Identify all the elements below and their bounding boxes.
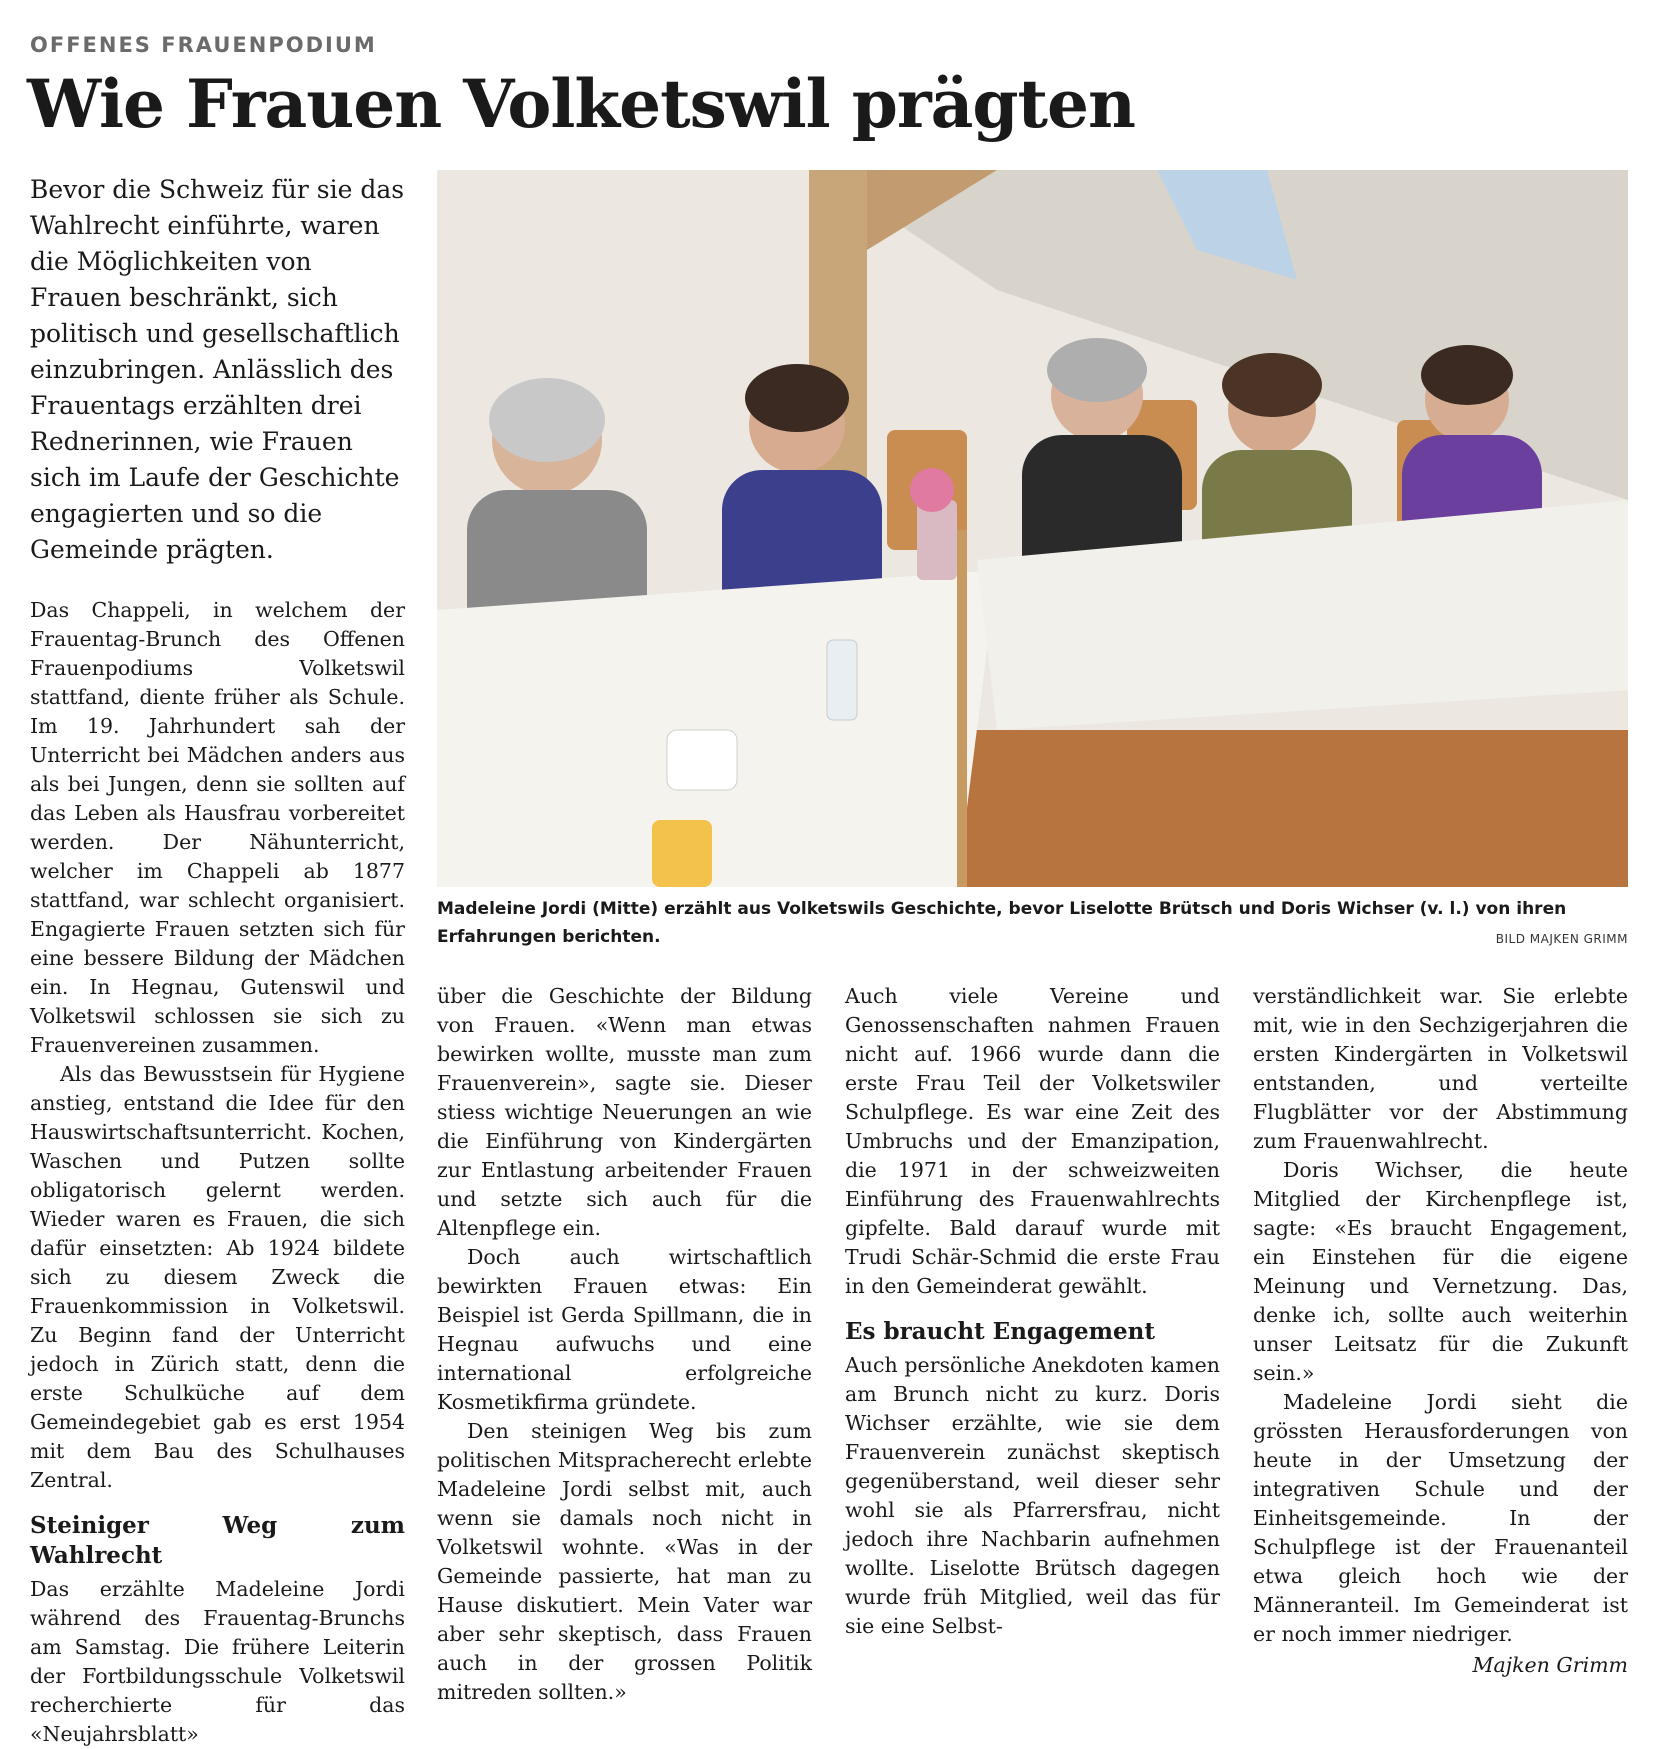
- subheading: Es braucht Engagement: [845, 1318, 1155, 1345]
- column-2: [437, 982, 812, 1707]
- author-byline: Majken Grimm: [1472, 1653, 1628, 1677]
- photo-credit: BILD MAJKEN GRIMM: [1495, 932, 1628, 946]
- article-photo: [437, 170, 1628, 887]
- body-paragraph: Das erzählte Madeleine Jordi während des Frauentag-Brunchs am Samstag. Die frühere Leiterin der Fortbildungsschule Volketswil recherchierte für das «Neujahrsblatt»: [30, 1577, 405, 1746]
- column-4: [1253, 982, 1628, 1680]
- body-paragraph: Doch auch wirtschaftlich bewirkten Frauen etwas: Ein Beispiel ist Gerda Spillmann, die in Hegnau aufwuchs und eine international erfolgreiche Kosmetikfirma gründete.: [437, 1245, 812, 1414]
- photo-illustration: [437, 170, 1628, 887]
- subheading: Steiniger Weg zum Wahlrecht: [30, 1512, 405, 1569]
- column-1: [30, 596, 405, 1749]
- body-paragraph: verständlichkeit war. Sie erlebte mit, wie in den Sechzigerjahren die ersten Kindergärten in Volketswil entstanden, und verteilte Flugblätter vor der Abstimmung zum Frauenwahlrecht.: [1253, 984, 1628, 1153]
- body-paragraph: Auch persönliche Anekdoten kamen am Brunch nicht zu kurz. Doris Wichser erzählte, wie sie dem Frauenverein zunächst skeptisch gegenüberstand, weil dieser sehr wohl sie als Pfarrersfrau, nicht jedoch ihre Nachbarin aufnehmen wollte. Liselotte Brütsch dagegen wurde früh Mitglied, weil das für sie eine Selbst-: [845, 1353, 1220, 1638]
- body-paragraph: über die Geschichte der Bildung von Frauen. «Wenn man etwas bewirken wollte, musste man zum Frauenverein», sagte sie. Dieser stiess wichtige Neuerungen an wie die Einführung von Kindergärten zur Entlastung arbeitender Frauen und setzte sich auch für die Altenpflege ein.: [437, 984, 812, 1240]
- body-paragraph: Als das Bewusstsein für Hygiene anstieg, entstand die Idee für den Hauswirtschaftsunterricht. Kochen, Waschen und Putzen sollte obligatorisch gelernt werden. Wieder waren es Frauen, die sich dafür einsetzten: Ab 1924 bildete sich zu diesem Zweck die Frauenkommission in Volketswil. Zu Beginn fand der Unterricht jedoch in Zürich statt, denn die erste Schulküche auf dem Gemeindegebiet gab es erst 1954 mit dem Bau des Schulhauses Zentral.: [30, 1062, 405, 1492]
- photo-caption: Madeleine Jordi (Mitte) erzählt aus Volketswils Geschichte, bevor Liselotte Brütsch und Doris Wichser (v. l.) von ihren Erfahrungen berichten.: [437, 899, 1567, 947]
- body-paragraph: Das Chappeli, in welchem der Frauentag-Brunch des Offenen Frauenpodiums Volketswil stattfand, diente früher als Schule. Im 19. Jahrhundert sah der Unterricht bei Mädchen anders aus als bei Jungen, denn sie sollten auf das Leben als Hausfrau vorbereitet werden. Der Nähunterricht, welcher im Chappeli ab 1877 stattfand, war schlecht organisiert. Engagierte Frauen setzten sich für eine bessere Bildung der Mädchen ein. In Hegnau, Gutenswil und Volketswil schlossen sie sich zu Frauenvereinen zusammen.: [30, 598, 405, 1057]
- lead-paragraph: Bevor die Schweiz für sie das Wahlrecht einführte, waren die Möglichkeiten von Frauen beschränkt, sich politisch und gesellschaftlich einzubringen. Anlässlich des Frauentags erzählten drei Rednerinnen, wie Frauen sich im Laufe der Geschichte engagierten und so die Gemeinde prägten.: [30, 175, 405, 564]
- body-paragraph: Doris Wichser, die heute Mitglied der Kirchenpflege ist, sagte: «Es braucht Engagement, ein Einstehen für die eigene Meinung und Vernetzung. Das, denke ich, sollte auch weiterhin unser Leitsatz für die Zukunft sein.»: [1253, 1158, 1628, 1385]
- headline: Wie Frauen Volketswil prägten: [27, 65, 1136, 143]
- body-paragraph: Auch viele Vereine und Genossenschaften nahmen Frauen nicht auf. 1966 wurde dann die erste Frau Teil der Volketswiler Schulpflege. Es war eine Zeit des Umbruchs und der Emanzipation, die 1971 in der schweizweiten Einführung des Frauenwahlrechts gipfelte. Bald darauf wurde mit Trudi Schär-Schmid die erste Frau in den Gemeinderat gewählt.: [845, 984, 1220, 1298]
- kicker: OFFENES FRAUENPODIUM: [30, 33, 377, 57]
- body-paragraph: Madeleine Jordi sieht die grössten Herausforderungen von heute in der Umsetzung der integrativen Schule und der Einheitsgemeinde. In der Schulpflege ist der Frauenanteil etwa gleich hoch wie der Männeranteil. Im Gemeinderat ist er noch immer niedriger.: [1253, 1390, 1628, 1646]
- column-3: [845, 982, 1220, 1641]
- body-paragraph: Den steinigen Weg bis zum politischen Mitspracherecht erlebte Madeleine Jordi selbst mit, auch wenn sie damals noch nicht in Volketswil wohnte. «Was in der Gemeinde passierte, hat man zu Hause diskutiert. Mein Vater war aber sehr skeptisch, dass Frauen auch in der grossen Politik mitreden sollten.»: [437, 1419, 812, 1704]
